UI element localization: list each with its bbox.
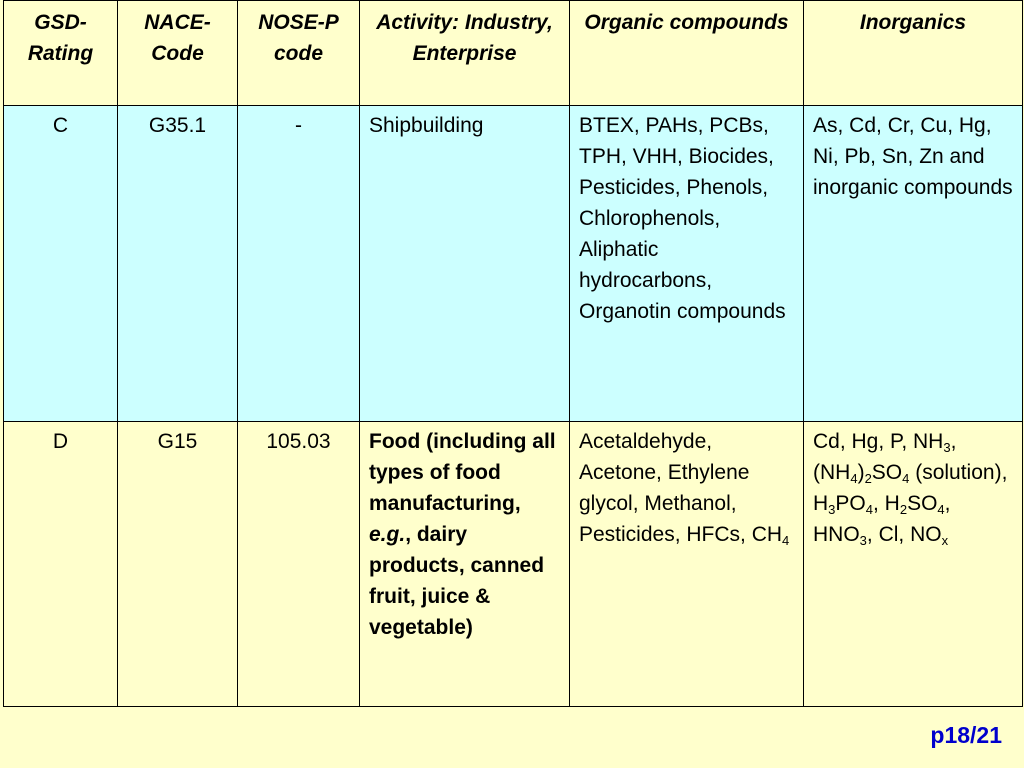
inorganic-subscript: 3 [828,502,836,517]
header-organic-compounds: Organic compounds [570,1,804,106]
cell-gsd: C [4,106,118,422]
organic-text: Acetaldehyde, Acetone, Ethylene glycol, Methanol, Pesticides, HFCs, CH [579,430,783,546]
header-row [4,1,1023,106]
header-inorganics: Inorganics [804,1,1023,106]
table-row [4,106,1023,422]
inorganic-text: ) [857,461,865,484]
cell-nose-p: 105.03 [238,422,360,707]
activity-eg: e.g. [369,523,406,546]
inorganic-subscript: 2 [899,502,908,517]
inorganic-subscript: x [941,533,949,548]
inorganic-subscript: 3 [943,440,951,455]
header-nace-code: NACE-Code [118,1,238,106]
cell-nace: G35.1 [118,106,238,422]
inorganic-subscript: 4 [902,471,910,486]
inorganic-text: , HNO [813,492,951,546]
pollutant-table [3,0,1023,707]
table-row [4,422,1023,707]
inorganic-subscript: 4 [850,471,858,486]
inorganic-text: PO [835,492,866,515]
cell-organic [570,422,804,707]
cell-organic: BTEX, PAHs, PCBs, TPH, VHH, Biocides, Pesticides, Phenols, Chlorophenols, Aliphatic hydrocarbons, Organotin compounds [570,106,804,422]
inorganic-text: Cd, Hg, P, NH [813,430,944,453]
cell-nose-p: - [238,106,360,422]
inorganic-subscript: 4 [937,502,945,517]
page-number: p18/21 [930,722,1002,748]
inorganic-subscript: 2 [864,471,872,486]
inorganic-text: SO [907,492,938,515]
header-activity: Activity: Industry, Enterprise [360,1,570,106]
cell-activity [360,422,570,707]
cell-inorganic [804,422,1023,707]
cell-inorganic: As, Cd, Cr, Cu, Hg, Ni, Pb, Sn, Zn and inorganic compounds [804,106,1023,422]
activity-text: Food (including all types of food manufacturing, [369,430,556,515]
cell-activity: Shipbuilding [360,106,570,422]
inorganic-text: , (NH [813,430,957,484]
header-gsd-rating: GSD-Rating [4,1,118,106]
header-nose-p-code: NOSE-P code [238,1,360,106]
inorganic-text: (solution), H [813,461,1008,515]
inorganic-subscript: 4 [865,502,873,517]
inorganic-subscript: 3 [859,533,867,548]
inorganic-text: , Cl, NO [866,523,942,546]
organic-subscript: 4 [782,533,790,548]
inorganic-text: SO [871,461,903,484]
activity-text-rest: , dairy products, canned fruit, juice & vegetable) [369,523,545,639]
inorganic-text: , H [872,492,900,515]
cell-nace: G15 [118,422,238,707]
cell-gsd: D [4,422,118,707]
